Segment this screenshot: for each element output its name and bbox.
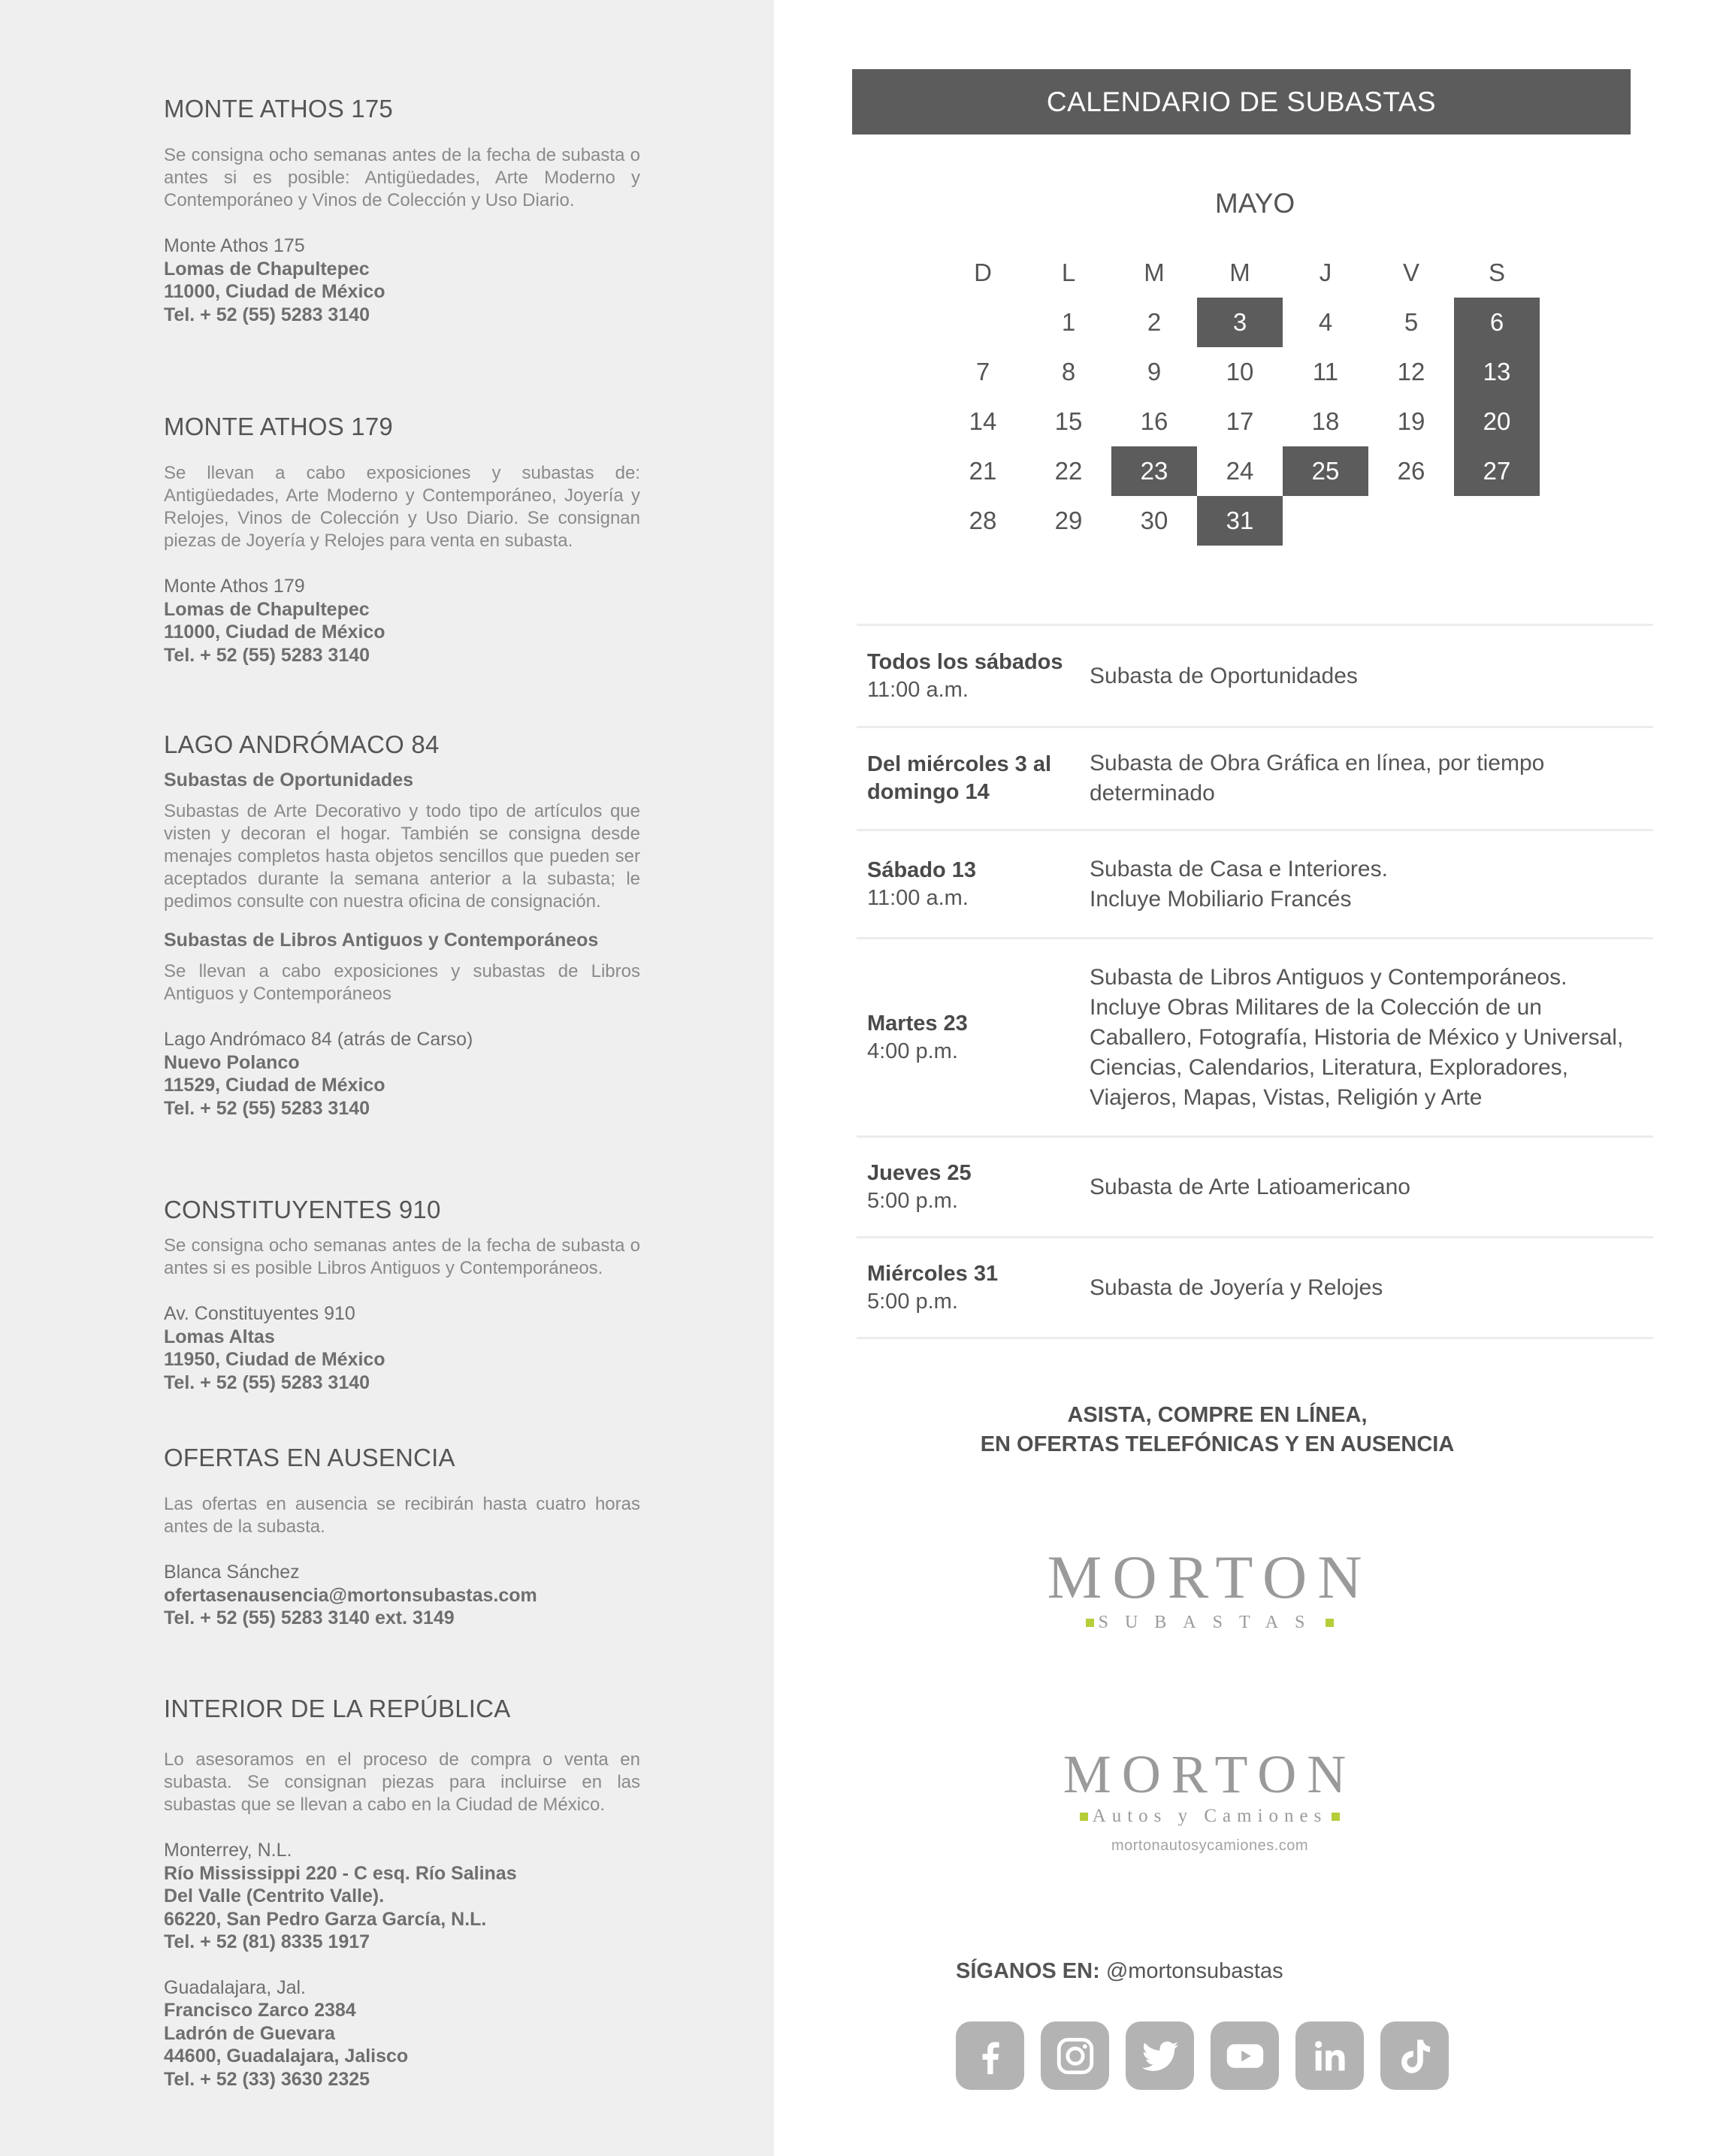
calendar-day[interactable]: 24 — [1226, 457, 1254, 485]
event-day: Miércoles 31 — [867, 1261, 999, 1286]
event-description-line: Viajeros, Mapas, Vistas, Religión y Arte — [1090, 1084, 1483, 1110]
phone-line: Tel. + 52 (55) 5283 3140 ext. 3149 — [164, 1607, 455, 1628]
address-block — [164, 1302, 640, 1394]
morton-autos-logo — [1022, 1744, 1398, 1855]
phone-line: Tel. + 52 (55) 5283 3140 — [164, 1371, 370, 1393]
address-line: 11529, Ciudad de México — [164, 1075, 385, 1096]
subsection-title: Subastas de Libros Antiguos y Contemporáneos — [164, 930, 599, 951]
section-monte-athos-179 — [164, 413, 640, 667]
calendar-day[interactable]: 17 — [1226, 407, 1254, 435]
event-description-line: Subasta de Arte Latioamericano — [1090, 1174, 1410, 1199]
email-link[interactable]: ofertasenausencia@mortonsubastas.com — [164, 1584, 537, 1606]
event-time: 11:00 a.m. — [867, 885, 969, 910]
facebook-icon[interactable] — [956, 2021, 1024, 2090]
linkedin-icon[interactable] — [1295, 2021, 1364, 2090]
event-date — [857, 751, 1090, 806]
event-date — [857, 1260, 1090, 1316]
contact-block — [164, 1561, 640, 1630]
section-title: MONTE ATHOS 179 — [164, 413, 393, 440]
weekday-label: M — [1229, 259, 1250, 286]
section-title: CONSTITUYENTES 910 — [164, 1196, 441, 1223]
section-title: INTERIOR DE LA REPÚBLICA — [164, 1695, 511, 1722]
calendar-day[interactable]: 8 — [1061, 358, 1076, 386]
address-line: Lomas de Chapultepec — [164, 258, 370, 280]
social-icons — [956, 2021, 1449, 2090]
address-block-guadalajara — [164, 1976, 640, 2091]
calendar-day[interactable]: 23 — [1111, 446, 1197, 496]
attend-line: ASISTA, COMPRE EN LÍNEA, — [1067, 1403, 1368, 1427]
calendar-title: CALENDARIO DE SUBASTAS — [852, 69, 1631, 135]
address-block — [164, 575, 640, 667]
logo-square-icon — [1326, 1619, 1334, 1627]
event-description-line: Caballero, Fotografía, Historia de México y Universal, — [1090, 1024, 1624, 1050]
logo-subtitle-text: SUBASTAS — [1098, 1613, 1322, 1632]
website-link[interactable]: mortonautosycamiones.com — [1111, 1837, 1309, 1854]
address-line: Lomas Altas — [164, 1326, 275, 1347]
section-description: Subastas de Arte Decorativo y todo tipo de artículos que visten y decoran el hogar. También se consigna desde menajes completos hasta objetos sencillos que pueden ser aceptados durante la semana anterior a la subasta; le pedimos consulte con nuestra oficina de consignación. — [164, 801, 640, 912]
weekday-label: V — [1402, 259, 1419, 286]
address-line: Guadalajara, Jal. — [164, 1976, 307, 1998]
address-line: 11000, Ciudad de México — [164, 621, 385, 643]
calendar-day[interactable]: 25 — [1283, 446, 1368, 496]
weekday-label: J — [1319, 259, 1332, 286]
phone-line: Tel. + 52 (55) 5283 3140 — [164, 304, 370, 325]
calendar-day[interactable]: 22 — [1054, 457, 1083, 485]
calendar-day[interactable]: 7 — [975, 358, 990, 386]
address-line: Lomas de Chapultepec — [164, 598, 370, 620]
section-description: Las ofertas en ausencia se recibirán hasta cuatro horas antes de la subasta. — [164, 1494, 640, 1537]
follow-us — [956, 1959, 1283, 1984]
weekday-label: L — [1061, 259, 1076, 286]
calendar-day[interactable]: 19 — [1397, 407, 1425, 435]
address-line: Av. Constituyentes 910 — [164, 1303, 355, 1324]
event-description — [1090, 963, 1653, 1113]
event-date — [857, 1010, 1090, 1066]
youtube-icon[interactable] — [1211, 2021, 1279, 2090]
event-row — [857, 728, 1653, 831]
calendar-day[interactable]: 30 — [1140, 506, 1168, 534]
calendar-day[interactable]: 28 — [969, 506, 997, 534]
calendar-day[interactable]: 13 — [1454, 347, 1540, 397]
event-description — [1090, 661, 1653, 691]
address-block — [164, 234, 640, 326]
event-time: 5:00 p.m. — [867, 1188, 958, 1213]
event-time: 5:00 p.m. — [867, 1289, 958, 1314]
logo-wordmark: MORTON — [1063, 1744, 1357, 1804]
calendar-day[interactable]: 26 — [1397, 457, 1425, 485]
calendar-week — [940, 298, 1540, 347]
event-description-line: Subasta de Joyería y Relojes — [1090, 1275, 1383, 1300]
address-line: Monterrey, N.L. — [164, 1840, 292, 1861]
calendar-day[interactable]: 2 — [1147, 308, 1162, 336]
logo-square-icon — [1080, 1813, 1088, 1821]
calendar-day[interactable]: 31 — [1197, 496, 1283, 546]
event-day: Del miércoles 3 al — [867, 752, 1052, 776]
calendar-week — [940, 496, 1540, 546]
event-description-line: Incluye Obras Militares de la Colección de un — [1090, 994, 1542, 1020]
contact-name: Blanca Sánchez — [164, 1562, 300, 1583]
morton-subastas-logo — [1022, 1543, 1398, 1633]
address-line: Monte Athos 175 — [164, 235, 305, 256]
event-description-line: Subasta de Libros Antiguos y Contemporáneos. — [1090, 964, 1567, 990]
twitter-icon[interactable] — [1126, 2021, 1194, 2090]
calendar-day[interactable]: 11 — [1312, 358, 1339, 386]
calendar-day[interactable]: 5 — [1404, 308, 1419, 336]
section-description: Se llevan a cabo exposiciones y subastas de: Antigüedades, Arte Moderno y Contemporáneo, Joyería y Relojes, Vinos de Colección y Uso Diario. Se consignan piezas de Joyería y Relojes para venta en subasta. — [164, 463, 640, 551]
events-list — [857, 624, 1653, 1339]
left-info-column — [0, 0, 774, 2156]
event-row — [857, 1238, 1653, 1339]
weekday-label: D — [974, 259, 992, 286]
section-ofertas-ausencia — [164, 1444, 640, 1630]
logo-square-icon — [1086, 1619, 1094, 1627]
weekday-header — [940, 248, 1540, 298]
section-description: Lo asesoramos en el proceso de compra o venta en subasta. Se consignan piezas para incluirse en las subastas que se llevan a cabo en la Ciudad de México. — [164, 1749, 640, 1815]
calendar-week — [940, 347, 1540, 397]
calendar-grid — [940, 248, 1540, 546]
section-lago-andromaco — [164, 730, 640, 1120]
social-handle[interactable]: @mortonsubastas — [1105, 1959, 1283, 1983]
logo-square-icon — [1332, 1813, 1340, 1821]
event-date — [857, 649, 1090, 704]
calendar-day[interactable]: 15 — [1054, 407, 1083, 435]
address-line: Del Valle (Centrito Valle). — [164, 1885, 385, 1907]
section-description: Se llevan a cabo exposiciones y subastas de Libros Antiguos y Contemporáneos — [164, 961, 640, 1004]
calendar-day[interactable]: 20 — [1454, 397, 1540, 446]
event-time: 11:00 a.m. — [867, 677, 969, 702]
address-line: Monte Athos 179 — [164, 576, 305, 597]
event-row — [857, 939, 1653, 1138]
address-line: Nuevo Polanco — [164, 1051, 300, 1073]
event-description — [1090, 1273, 1653, 1303]
phone-line: Tel. + 52 (81) 8335 1917 — [164, 1931, 370, 1952]
section-title: LAGO ANDRÓMACO 84 — [164, 730, 440, 758]
event-description-line: Incluye Mobiliario Francés — [1090, 886, 1352, 912]
event-date — [857, 1160, 1090, 1215]
calendar-empty-cell — [940, 298, 1026, 347]
section-description: Se consigna ocho semanas antes de la fecha de subasta o antes si es posible: Antigüedades, Arte Moderno y Contemporáneo y Vinos de Colección y Uso Diario. — [164, 145, 640, 210]
calendar-empty-cell — [1368, 496, 1454, 546]
address-line: 11950, Ciudad de México — [164, 1349, 385, 1370]
event-description-line: determinado — [1090, 781, 1215, 806]
calendar-day[interactable]: 9 — [1147, 358, 1162, 386]
calendar-day[interactable]: 16 — [1140, 407, 1168, 435]
calendar-week — [940, 397, 1540, 446]
event-description — [1090, 1172, 1653, 1202]
calendar-day[interactable]: 10 — [1226, 358, 1254, 386]
event-day: Sábado 13 — [867, 857, 977, 882]
phone-line: Tel. + 52 (55) 5283 3140 — [164, 644, 370, 666]
event-description-line: Subasta de Obra Gráfica en línea, por tiempo — [1090, 751, 1545, 776]
weekday-label: M — [1144, 259, 1165, 286]
event-row — [857, 831, 1653, 939]
address-block-monterrey — [164, 1839, 640, 1954]
calendar-day[interactable]: 27 — [1454, 446, 1540, 496]
event-date — [857, 857, 1090, 912]
section-monte-athos-175 — [164, 95, 640, 326]
tiktok-icon[interactable] — [1380, 2021, 1449, 2090]
attend-notice — [939, 1401, 1495, 1459]
calendar-day[interactable]: 29 — [1054, 506, 1083, 534]
address-line: Río Mississippi 220 - C esq. Río Salinas — [164, 1862, 517, 1884]
event-time: domingo 14 — [867, 780, 990, 804]
address-line: Lago Andrómaco 84 (atrás de Carso) — [164, 1029, 473, 1050]
logo-wordmark: MORTON — [1047, 1543, 1373, 1611]
event-description — [1090, 748, 1653, 809]
logo-subtitle — [1022, 1806, 1398, 1827]
event-row — [857, 1138, 1653, 1238]
calendar-week — [940, 446, 1540, 496]
event-day: Jueves 25 — [867, 1160, 972, 1185]
event-row — [857, 626, 1653, 728]
calendar-day[interactable]: 18 — [1311, 407, 1340, 435]
phone-line: Tel. + 52 (33) 3630 2325 — [164, 2068, 370, 2090]
address-block — [164, 1028, 640, 1120]
event-description-line: Ciencias, Calendarios, Literatura, Exploradores, — [1090, 1054, 1568, 1080]
section-constituyentes — [164, 1196, 640, 1394]
address-line: 66220, San Pedro Garza García, N.L. — [164, 1908, 487, 1930]
calendar-day[interactable]: 3 — [1197, 298, 1283, 347]
section-title: MONTE ATHOS 175 — [164, 95, 393, 122]
address-line: Francisco Zarco 2384 — [164, 2000, 356, 2021]
event-description-line: Subasta de Oportunidades — [1090, 663, 1358, 688]
calendar-day[interactable]: 14 — [969, 407, 997, 435]
instagram-icon[interactable] — [1041, 2021, 1109, 2090]
event-day: Martes 23 — [867, 1011, 968, 1036]
calendar-day[interactable]: 6 — [1454, 298, 1540, 347]
event-description — [1090, 854, 1653, 915]
section-description: Se consigna ocho semanas antes de la fecha de subasta o antes si es posible Libros Antiguos y Contemporáneos. — [164, 1235, 640, 1278]
section-interior-republica — [164, 1695, 640, 2091]
calendar-empty-cell — [1283, 496, 1368, 546]
attend-line: EN OFERTAS TELEFÓNICAS Y EN AUSENCIA — [980, 1432, 1455, 1456]
weekday-label: S — [1488, 259, 1505, 286]
address-line: 44600, Guadalajara, Jalisco — [164, 2046, 409, 2067]
phone-line: Tel. + 52 (55) 5283 3140 — [164, 1097, 370, 1119]
follow-label: SÍGANOS EN: — [956, 1959, 1100, 1983]
calendar-day[interactable]: 4 — [1318, 308, 1333, 336]
event-time: 4:00 p.m. — [867, 1039, 958, 1063]
event-day: Todos los sábados — [867, 649, 1063, 674]
calendar-day[interactable]: 21 — [969, 457, 997, 485]
logo-subtitle-text: Autos y Camiones — [1092, 1806, 1328, 1826]
calendar-month: MAYO — [1214, 188, 1295, 219]
calendar-empty-cell — [1454, 496, 1540, 546]
subsection-title: Subastas de Oportunidades — [164, 770, 414, 791]
section-title: OFERTAS EN AUSENCIA — [164, 1444, 455, 1471]
event-description-line: Subasta de Casa e Interiores. — [1090, 856, 1388, 881]
calendar-day[interactable]: 1 — [1061, 308, 1076, 336]
address-line: Ladrón de Guevara — [164, 2022, 335, 2044]
logo-subtitle — [1022, 1613, 1398, 1633]
calendar-day[interactable]: 12 — [1397, 358, 1425, 386]
address-line: 11000, Ciudad de México — [164, 281, 385, 302]
